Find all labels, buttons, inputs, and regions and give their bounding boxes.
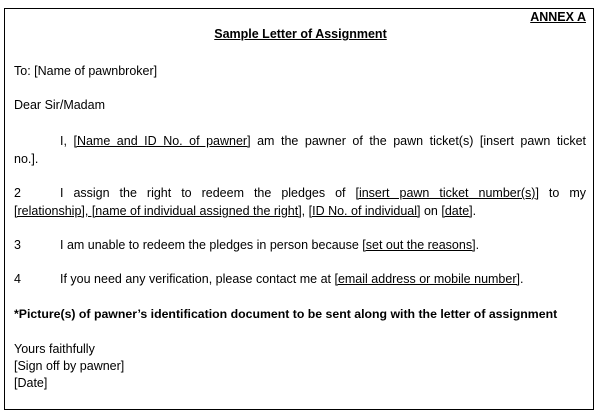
p2-text-g: on (420, 204, 442, 218)
closing-line-2: [Sign off by pawner] (14, 359, 125, 373)
paragraph-1-line-1 (14, 134, 586, 149)
p3-number: 3 (14, 238, 21, 252)
p4-text-c: . (519, 272, 524, 286)
p2-text-i: . (472, 204, 477, 218)
annex-label: ANNEX A (530, 10, 586, 24)
p2-ticket-placeholder: [insert pawn ticket number(s)] (355, 186, 539, 200)
closing-line-1: Yours faithfully (14, 342, 95, 356)
p3-reasons-placeholder: [set out the reasons] (362, 238, 476, 252)
p2-relationship-placeholder: [relationship], [name of individual assigned the right] (14, 204, 302, 218)
paragraph-4 (14, 272, 586, 287)
paragraph-2-line-1 (14, 186, 586, 201)
p4-number: 4 (14, 272, 21, 286)
p2-text-a: I assign the right to redeem the pledges of (60, 186, 356, 200)
p2-text-e: , (301, 204, 309, 218)
p2-text-c: to my (538, 186, 586, 200)
p1-pawner-placeholder: [Name and ID No. of pawner] (73, 134, 251, 148)
p3-text-a: I am unable to redeem the pledges in person because (60, 238, 363, 252)
p2-date-placeholder: [date] (441, 204, 473, 218)
p1-text-c: am the pawner of the pawn ticket(s) [insert pawn ticket (250, 134, 587, 148)
p2-number: 2 (14, 186, 21, 200)
paragraph-3 (14, 238, 586, 253)
p3-text-c: . (475, 238, 480, 252)
letter-title: Sample Letter of Assignment (214, 27, 387, 41)
identification-note: *Picture(s) of pawner’s identification document to be sent along with the letter of assignment (14, 307, 558, 321)
closing-line-3: [Date] (14, 376, 48, 390)
paragraph-1-line-2: no.]. (14, 152, 39, 166)
recipient-line: To: [Name of pawnbroker] (14, 64, 158, 78)
p2-id-placeholder: [ID No. of individual] (308, 204, 421, 218)
paragraph-2-line-2 (14, 204, 586, 219)
salutation: Dear Sir/Madam (14, 98, 105, 112)
p4-text-a: If you need any verification, please contact me at (60, 272, 335, 286)
p4-contact-placeholder: [email address or mobile number] (334, 272, 520, 286)
p1-text-a: I, (60, 134, 74, 148)
